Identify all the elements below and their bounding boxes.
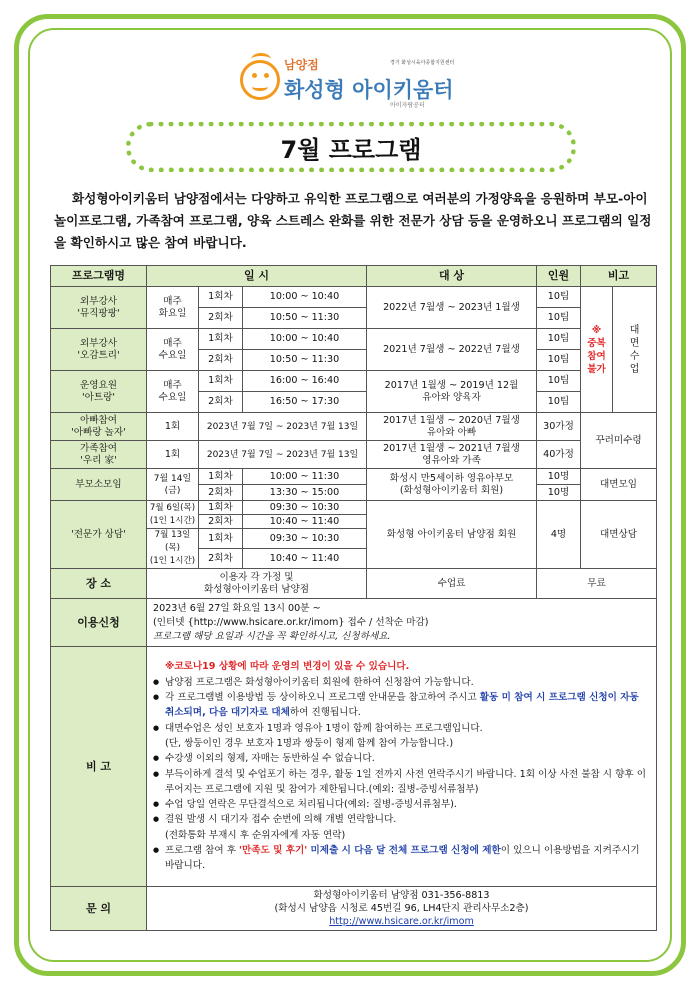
session-label: 2회차 bbox=[199, 308, 243, 329]
program-name-expert: '전문가 상담' bbox=[51, 501, 147, 569]
note-item: ● 부득이하게 결석 및 수업포기 하는 경우, 활동 1일 전까지 사전 연락주시기 바랍니다. 1회 이상 사전 불참 시 향후 이루어지는 프로그램에 지원 및 참여가 제한됩니다.(예외: 질병-증빙서류첨부) bbox=[153, 767, 650, 798]
note-continuation: (전화통화 부재시 후 순위자에게 자동 연락) bbox=[165, 829, 346, 841]
place-value: 이용자 각 가정 및 화성형아이키움터 남양점 bbox=[147, 569, 367, 599]
capacity: 4명 bbox=[537, 501, 581, 569]
program-target: 화성시 만5세이하 영유아부모 (화성형아이키움터 회원) bbox=[367, 469, 537, 501]
center-logo bbox=[240, 56, 480, 112]
session-time: 10:00 ~ 11:30 bbox=[243, 469, 367, 485]
capacity: 10팀 bbox=[537, 392, 581, 413]
program-target: 2021년 7월생 ~ 2022년 7월생 bbox=[367, 329, 537, 371]
fee-label: 수업료 bbox=[367, 569, 537, 599]
program-target: 2017년 1월생 ~ 2019년 12월 유아와 양육자 bbox=[367, 371, 537, 413]
capacity: 40가정 bbox=[537, 441, 581, 469]
session-label: 2회차 bbox=[199, 549, 243, 569]
face-class-note: 대면수업 bbox=[613, 287, 657, 413]
smile-logo-icon bbox=[240, 60, 280, 100]
program-period: 2023년 7월 7일 ~ 2023년 7월 13일 bbox=[199, 441, 367, 469]
note-continuation: (단, 쌍둥이인 경우 보호자 1명과 쌍둥이 형제 함께 참여 가능합니다.) bbox=[165, 737, 454, 749]
agency-label: 경기 화성시육아종합지원센터 bbox=[390, 60, 455, 66]
note-item: ● 대면수업은 성인 보호자 1명과 영유아 1명이 함께 참여하는 프로그램입니다. bbox=[153, 721, 650, 736]
session-time: 10:40 ~ 11:40 bbox=[243, 515, 367, 529]
contact-label: 문 의 bbox=[51, 887, 147, 931]
program-date: 7월 6일(목) (1인 1시간) bbox=[147, 501, 199, 529]
kit-pickup-note: 꾸러미수령 bbox=[581, 413, 657, 469]
note-item: ● 남양점 프로그램은 화성형아이키움터 회원에 한하여 신청참여 가능합니다. bbox=[153, 675, 650, 690]
logo-name: 화성형 아이키움터 bbox=[284, 78, 454, 102]
program-target: 2017년 1월생 ~ 2020년 7월생 유아와 아빠 bbox=[367, 413, 537, 441]
program-target: 2022년 7월생 ~ 2023년 1월생 bbox=[367, 287, 537, 329]
capacity: 10팀 bbox=[537, 308, 581, 329]
session-time: 09:30 ~ 10:30 bbox=[243, 529, 367, 549]
program-name-art: 운영요원 '아트랑' bbox=[51, 371, 147, 413]
program-day: 매주 화요일 bbox=[147, 287, 199, 329]
session-label: 1회차 bbox=[199, 501, 243, 515]
intro-text: 화성형아이키움터 남양점에서는 다양하고 유익한 프로그램으로 여러분의 가정양육을 응원하며 부모-아이 놀이프로그램, 가족참여 프로그램, 양육 스트레스 완화를 위한 전문가 상담 등을 운영하오니 프로그램의 일정을 확인하시고 많은 참여 바랍니다. bbox=[54, 191, 652, 250]
session-time: 09:30 ~ 10:30 bbox=[243, 501, 367, 515]
program-name-sense: 외부강사 '오감트리' bbox=[51, 329, 147, 371]
capacity: 10팀 bbox=[537, 371, 581, 392]
notes-label: 비 고 bbox=[51, 647, 147, 887]
meeting-note: 대면모임 bbox=[581, 469, 657, 501]
program-date: 7월 13일(목) (1인 1시간) bbox=[147, 529, 199, 569]
page-title: 7월 프로그램 bbox=[280, 135, 422, 164]
fee-value: 무료 bbox=[537, 569, 657, 599]
session-label: 2회차 bbox=[199, 350, 243, 371]
session-time: 10:00 ~ 10:40 bbox=[243, 329, 367, 350]
header-capacity: 인원 bbox=[537, 266, 581, 287]
header-program: 프로그램명 bbox=[51, 266, 147, 287]
header-note: 비고 bbox=[581, 266, 657, 287]
program-name-parent: 부모소모임 bbox=[51, 469, 147, 501]
capacity: 10명 bbox=[537, 469, 581, 485]
place-label: 장 소 bbox=[51, 569, 147, 599]
session-time: 10:00 ~ 10:40 bbox=[243, 287, 367, 308]
session-time: 10:40 ~ 11:40 bbox=[243, 549, 367, 569]
capacity: 10팀 bbox=[537, 329, 581, 350]
counseling-note: 대면상담 bbox=[581, 501, 657, 569]
program-target: 2017년 1월생 ~ 2021년 7월생 영유아와 가족 bbox=[367, 441, 537, 469]
notes-list bbox=[147, 647, 657, 887]
program-count: 1회 bbox=[147, 413, 199, 441]
duplicate-note: ※ 중복 참여 불가 bbox=[581, 287, 613, 413]
program-name-dad: 아빠참여 '아빠랑 놀자' bbox=[51, 413, 147, 441]
covid-notice: ※코로나19 상황에 따라 운영의 변경이 있을 수 있습니다. bbox=[165, 661, 410, 673]
session-label: 1회차 bbox=[199, 287, 243, 308]
session-label: 1회차 bbox=[199, 469, 243, 485]
capacity: 10명 bbox=[537, 485, 581, 501]
session-label: 1회차 bbox=[199, 529, 243, 549]
session-time: 13:30 ~ 15:00 bbox=[243, 485, 367, 501]
capacity: 30가정 bbox=[537, 413, 581, 441]
note-item: ● 수업 당일 연락은 무단결석으로 처리됩니다(예외: 질병-증빙서류첨부). bbox=[153, 797, 650, 812]
session-label: 1회차 bbox=[199, 329, 243, 350]
program-name-music: 외부강사 '뮤직팡팡' bbox=[51, 287, 147, 329]
program-table bbox=[50, 265, 657, 931]
program-count: 1회 bbox=[147, 441, 199, 469]
note-item: ● 수강생 이외의 형제, 자매는 동반하실 수 없습니다. bbox=[153, 751, 650, 766]
note-item: ● 프로그램 참여 후 '만족도 및 후기' 미제출 시 다음 달 전체 프로그램 신청에 제한이 있으니 이용방법을 지켜주시기 바랍니다. bbox=[153, 843, 650, 874]
homepage-link[interactable]: http://www.hsicare.or.kr/imom bbox=[329, 916, 474, 927]
apply-label: 이용신청 bbox=[51, 599, 147, 647]
program-target: 화성형 아이키움터 남양점 회원 bbox=[367, 501, 537, 569]
logo-subtitle: 아이자람공터 bbox=[390, 102, 425, 109]
capacity: 10팀 bbox=[537, 287, 581, 308]
program-day: 매주 수요일 bbox=[147, 371, 199, 413]
session-time: 10:50 ~ 11:30 bbox=[243, 350, 367, 371]
header-target: 대 상 bbox=[367, 266, 537, 287]
apply-info: 2023년 6월 27일 화요일 13시 00분 ~ (인터넷 {http://www.hsicare.or.kr/imom} 접수 / 선착순 마감) 프로그램 해당 요일과 시간을 꼭 확인하시고, 신청하세요. bbox=[147, 599, 657, 647]
program-name-family: 가족참여 '우리 家' bbox=[51, 441, 147, 469]
header-datetime: 일 시 bbox=[147, 266, 367, 287]
branch-label: 남양점 bbox=[284, 58, 319, 72]
contact-info: 화성형아이키움터 남양점 031-356-8813 (화성시 남양읍 시청로 45번길 96, LH4단지 관리사무소2층) http://www.hsicare.or.kr/imom bbox=[147, 887, 657, 931]
session-time: 16:50 ~ 17:30 bbox=[243, 392, 367, 413]
capacity: 10팀 bbox=[537, 350, 581, 371]
session-time: 10:50 ~ 11:30 bbox=[243, 308, 367, 329]
session-label: 2회차 bbox=[199, 485, 243, 501]
program-date: 7월 14일(금) bbox=[147, 469, 199, 501]
session-label: 1회차 bbox=[199, 371, 243, 392]
program-period: 2023년 7월 7일 ~ 2023년 7월 13일 bbox=[199, 413, 367, 441]
program-day: 매주 수요일 bbox=[147, 329, 199, 371]
session-time: 16:00 ~ 16:40 bbox=[243, 371, 367, 392]
session-label: 2회차 bbox=[199, 392, 243, 413]
note-item: ● 결원 발생 시 대기자 접수 순번에 의해 개별 연락합니다. bbox=[153, 812, 650, 827]
title-banner bbox=[126, 122, 576, 172]
note-item: ● 각 프로그램별 이용방법 등 상이하오니 프로그램 안내문을 참고하여 주시고 활동 미 참여 시 프로그램 신청이 자동 취소되며, 다음 대기자로 대체하여 진행됩니다. bbox=[153, 690, 650, 721]
session-label: 2회차 bbox=[199, 515, 243, 529]
